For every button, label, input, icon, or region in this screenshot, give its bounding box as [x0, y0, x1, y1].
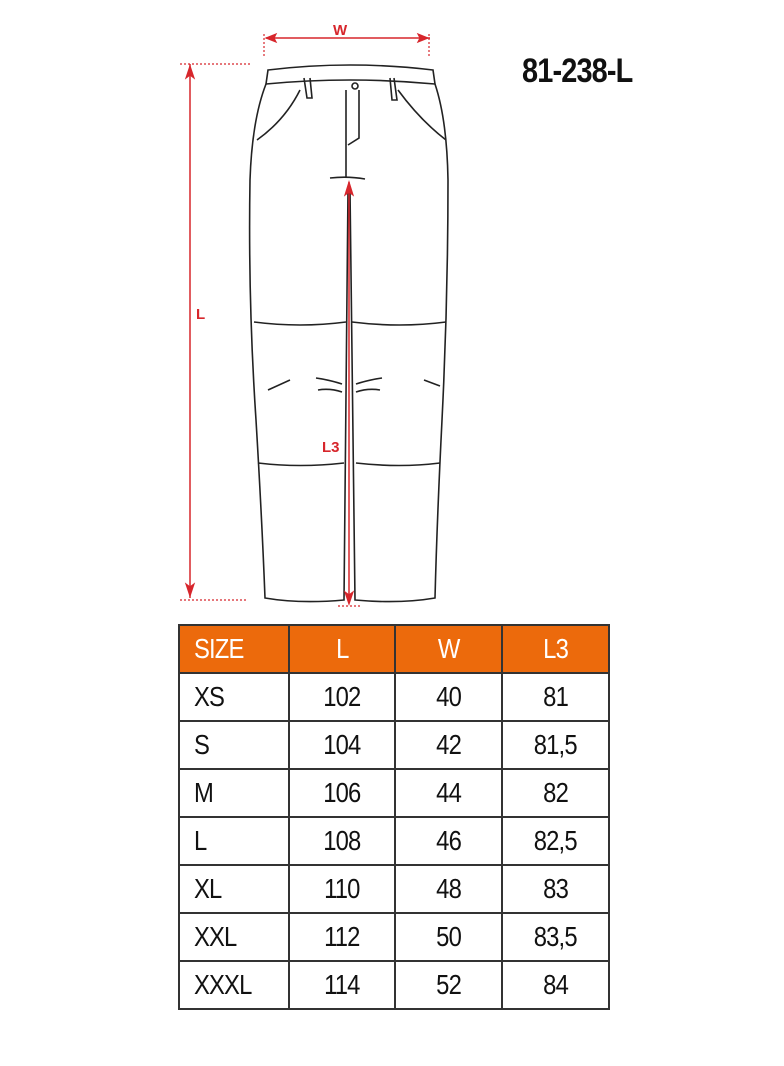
table-row: XS 102 40 81 — [179, 673, 609, 721]
table-row: XXXL 114 52 84 — [179, 961, 609, 1009]
table-row: XXL 112 50 83,5 — [179, 913, 609, 961]
label-w: W — [333, 22, 348, 39]
table-row: M 106 44 82 — [179, 769, 609, 817]
header-size: SIZE — [179, 625, 289, 673]
table-row: L 108 46 82,5 — [179, 817, 609, 865]
header-l: L — [289, 625, 395, 673]
size-table — [178, 624, 610, 1010]
arrow-right-icon — [418, 34, 428, 42]
measurement-lines — [180, 34, 430, 606]
product-code: 81-238-L — [522, 52, 633, 90]
arrow-left-icon — [266, 34, 276, 42]
header-w: W — [395, 625, 502, 673]
label-l3: L3 — [322, 439, 340, 456]
label-l: L — [196, 306, 206, 323]
table-row: XL 110 48 83 — [179, 865, 609, 913]
table-header-row — [179, 625, 609, 673]
table-row: S 104 42 81,5 — [179, 721, 609, 769]
header-l3: L3 — [502, 625, 609, 673]
